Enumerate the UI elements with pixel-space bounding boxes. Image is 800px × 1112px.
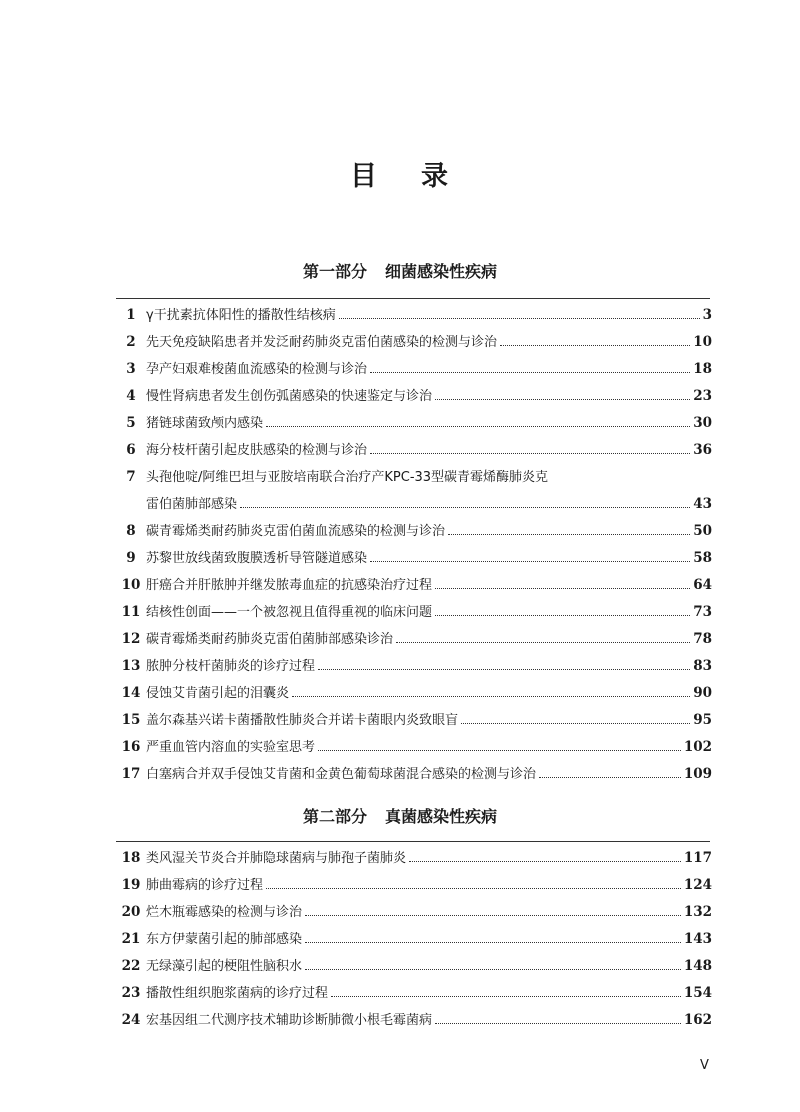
- toc-entry-number: 23: [121, 985, 141, 1001]
- toc-entry-leader: [409, 861, 681, 862]
- toc-entry-leader: [339, 318, 700, 319]
- toc-entry-page: 30: [693, 415, 712, 431]
- toc-entry-leader: [435, 399, 690, 400]
- toc-entry[interactable]: [116, 626, 712, 653]
- toc-entry-number: 14: [121, 685, 141, 701]
- part-2-rule: [116, 841, 710, 842]
- page-title-char-1: 目: [350, 161, 379, 192]
- toc-entry-page: 95: [693, 712, 712, 728]
- toc-entry-leader: [318, 750, 681, 751]
- toc-entry-line: [146, 329, 712, 356]
- toc-entry-page: 109: [683, 766, 712, 782]
- toc-entry-title: 盖尔森基兴诺卡菌播散性肺炎合并诺卡菌眼内炎致眼盲: [146, 713, 459, 728]
- toc-entry-number: 6: [126, 442, 136, 458]
- toc-entry-title: 类风湿关节炎合并肺隐球菌病与肺孢子菌肺炎: [146, 851, 407, 866]
- part-2-entries: [116, 845, 712, 1034]
- toc-entry-leader: [396, 642, 690, 643]
- toc-entry[interactable]: [116, 437, 712, 464]
- toc-entry-line: [146, 518, 712, 545]
- toc-entry-line: [146, 572, 712, 599]
- toc-entry-title: 白塞病合并双手侵蚀艾肯菌和金黄色葡萄球菌混合感染的检测与诊治: [146, 767, 537, 782]
- toc-entry-leader: [370, 561, 690, 562]
- toc-entry-title: 结核性创面——一个被忽视且值得重视的临床问题: [146, 605, 433, 620]
- part-2-name: 真菌感染性疾病: [385, 807, 498, 826]
- toc-entry-line: [146, 899, 712, 926]
- toc-entry-line: [146, 707, 712, 734]
- toc-entry-page: 23: [693, 388, 712, 404]
- toc-entry[interactable]: [116, 545, 712, 572]
- toc-entry-title: 孕产妇艰难梭菌血流感染的检测与诊治: [146, 362, 368, 377]
- toc-entry-page: 36: [693, 442, 712, 458]
- toc-entry-line: [146, 845, 712, 872]
- part-1-entries: [116, 302, 712, 788]
- toc-entry-title: 碳青霉烯类耐药肺炎克雷伯菌肺部感染诊治: [146, 632, 394, 647]
- toc-entry-page: 58: [693, 550, 712, 566]
- toc-entry-title: 肝癌合并肝脓肿并继发脓毒血症的抗感染治疗过程: [146, 578, 433, 593]
- toc-entry[interactable]: [116, 599, 712, 626]
- toc-entry-title: 海分枝杆菌引起皮肤感染的检测与诊治: [146, 443, 368, 458]
- toc-entry-line: [146, 761, 712, 788]
- toc-entry-number: 18: [121, 850, 141, 866]
- part-1-number: 第一部分: [302, 262, 367, 281]
- toc-entry-leader: [500, 345, 690, 346]
- toc-entry-page: 162: [683, 1012, 712, 1028]
- toc-entry-line: [146, 626, 712, 653]
- toc-entry-number: 9: [126, 550, 136, 566]
- page-title: [0, 154, 800, 193]
- toc-entry-number: 1: [126, 307, 136, 323]
- toc-entry-number: 19: [121, 877, 141, 893]
- page-folio: V: [700, 1058, 709, 1073]
- toc-entry[interactable]: [116, 410, 712, 437]
- toc-entry-line: [146, 383, 712, 410]
- page-title-char-2: 录: [421, 161, 450, 192]
- toc-entry-title: 宏基因组二代测序技术辅助诊断肺微小根毛霉菌病: [146, 1013, 433, 1028]
- toc-entry-line-continued: [146, 491, 712, 518]
- toc-entry-page: 102: [683, 739, 712, 755]
- toc-entry[interactable]: [116, 761, 712, 788]
- toc-entry-line: [146, 1007, 712, 1034]
- toc-entry-page: 64: [693, 577, 712, 593]
- toc-entry-line: [146, 302, 712, 329]
- toc-entry-page: 143: [683, 931, 712, 947]
- toc-entry[interactable]: [116, 1007, 712, 1034]
- toc-entry-title: 头孢他啶/阿维巴坦与亚胺培南联合治疗产KPC-33型碳青霉烯酶肺炎克: [146, 470, 549, 485]
- toc-entry-number: 4: [126, 388, 136, 404]
- toc-entry-line: [146, 953, 712, 980]
- toc-entry-leader: [435, 588, 690, 589]
- toc-entry-leader: [318, 669, 690, 670]
- toc-entry-line: [146, 356, 712, 383]
- toc-entry-number: 20: [121, 904, 141, 920]
- toc-entry-leader: [305, 942, 681, 943]
- toc-entry-line: [146, 734, 712, 761]
- toc-entry[interactable]: [116, 734, 712, 761]
- toc-entry[interactable]: [116, 302, 712, 329]
- toc-entry-leader: [539, 777, 681, 778]
- toc-entry-line: [146, 545, 712, 572]
- toc-entry-number: 8: [126, 523, 136, 539]
- toc-entry-number: 21: [121, 931, 141, 947]
- part-2-heading: [0, 807, 800, 827]
- toc-entry-title-continued: 雷伯菌肺部感染: [146, 497, 238, 512]
- toc-entry[interactable]: [116, 653, 712, 680]
- toc-entry-page: 78: [693, 631, 712, 647]
- toc-entry[interactable]: [116, 383, 712, 410]
- toc-entry-title: 猪链球菌致颅内感染: [146, 416, 264, 431]
- toc-entry[interactable]: [116, 899, 712, 926]
- toc-entry-page: 50: [693, 523, 712, 539]
- toc-entry-page: 43: [693, 496, 712, 512]
- toc-entry-page: 73: [693, 604, 712, 620]
- toc-entry-title: 先天免疫缺陷患者并发泛耐药肺炎克雷伯菌感染的检测与诊治: [146, 335, 498, 350]
- toc-entry-line: [146, 926, 712, 953]
- toc-entry[interactable]: [116, 572, 712, 599]
- toc-entry[interactable]: [116, 356, 712, 383]
- toc-entry-leader: [305, 915, 681, 916]
- part-2-number: 第二部分: [302, 807, 367, 826]
- toc-entry[interactable]: [116, 707, 712, 734]
- toc-entry-leader: [370, 372, 690, 373]
- toc-entry-number: 10: [121, 577, 141, 593]
- toc-entry-leader: [435, 615, 690, 616]
- toc-entry-title: 苏黎世放线菌致腹膜透析导管隧道感染: [146, 551, 368, 566]
- toc-entry-page: 3: [702, 307, 712, 323]
- toc-entry-page: 124: [683, 877, 712, 893]
- toc-entry-title: 播散性组织胞浆菌病的诊疗过程: [146, 986, 329, 1001]
- toc-entry-title: 严重血管内溶血的实验室思考: [146, 740, 316, 755]
- part-1-heading: [0, 262, 800, 282]
- toc-entry[interactable]: [116, 464, 712, 518]
- toc-entry-line: [146, 872, 712, 899]
- toc-entry-title: 肺曲霉病的诊疗过程: [146, 878, 264, 893]
- toc-entry-page: 18: [693, 361, 712, 377]
- toc-entry-page: 83: [693, 658, 712, 674]
- toc-entry-leader: [305, 969, 681, 970]
- toc-entry-number: 5: [126, 415, 136, 431]
- toc-entry-leader: [435, 1023, 681, 1024]
- toc-entry-title: 侵蚀艾肯菌引起的泪囊炎: [146, 686, 290, 701]
- toc-entry-number: 22: [121, 958, 141, 974]
- toc-entry-line: [146, 980, 712, 1007]
- toc-entry-page: 90: [693, 685, 712, 701]
- toc-entry-title: 烂木瓶霉感染的检测与诊治: [146, 905, 303, 920]
- toc-entry-number: 11: [121, 604, 141, 620]
- toc-entry-line: [146, 410, 712, 437]
- toc-entry-line: [146, 437, 712, 464]
- toc-entry[interactable]: [116, 845, 712, 872]
- toc-entry-leader: [370, 453, 690, 454]
- toc-entry-number: 16: [121, 739, 141, 755]
- part-1-rule: [116, 298, 710, 299]
- toc-entry-title: 慢性肾病患者发生创伤弧菌感染的快速鉴定与诊治: [146, 389, 433, 404]
- toc-entry-number: 7: [126, 469, 136, 485]
- toc-entry-page: 148: [683, 958, 712, 974]
- toc-entry-line: [146, 653, 712, 680]
- toc-entry-title: 无绿藻引起的梗阻性脑积水: [146, 959, 303, 974]
- toc-entry[interactable]: [116, 680, 712, 707]
- toc-entry-line: [146, 680, 712, 707]
- toc-entry[interactable]: [116, 953, 712, 980]
- toc-entry-leader: [331, 996, 681, 997]
- toc-entry-leader: [266, 426, 690, 427]
- toc-entry[interactable]: [116, 926, 712, 953]
- toc-entry-leader: [240, 507, 690, 508]
- toc-entry-title: γ干扰素抗体阳性的播散性结核病: [146, 308, 336, 323]
- toc-entry-title: 碳青霉烯类耐药肺炎克雷伯菌血流感染的检测与诊治: [146, 524, 446, 539]
- toc-entry-page: 154: [683, 985, 712, 1001]
- toc-entry-number: 17: [121, 766, 141, 782]
- part-1-name: 细菌感染性疾病: [385, 262, 498, 281]
- toc-entry-title: 脓肿分枝杆菌肺炎的诊疗过程: [146, 659, 316, 674]
- toc-entry-line: [146, 464, 712, 491]
- toc-entry-page: 132: [683, 904, 712, 920]
- toc-entry[interactable]: [116, 872, 712, 899]
- toc-entry-line: [146, 599, 712, 626]
- toc-entry-leader: [292, 696, 690, 697]
- toc-entry-title: 东方伊蒙菌引起的肺部感染: [146, 932, 303, 947]
- toc-entry-number: 12: [121, 631, 141, 647]
- toc-entry-page: 117: [683, 850, 712, 866]
- toc-entry-number: 3: [126, 361, 136, 377]
- toc-entry-leader: [461, 723, 690, 724]
- toc-entry[interactable]: [116, 329, 712, 356]
- toc-entry-leader: [266, 888, 681, 889]
- toc-entry-number: 24: [121, 1012, 141, 1028]
- toc-entry-page: 10: [693, 334, 712, 350]
- toc-entry[interactable]: [116, 980, 712, 1007]
- toc-entry-number: 2: [126, 334, 136, 350]
- toc-entry-number: 15: [121, 712, 141, 728]
- toc-entry-number: 13: [121, 658, 141, 674]
- toc-entry-leader: [448, 534, 690, 535]
- toc-entry[interactable]: [116, 518, 712, 545]
